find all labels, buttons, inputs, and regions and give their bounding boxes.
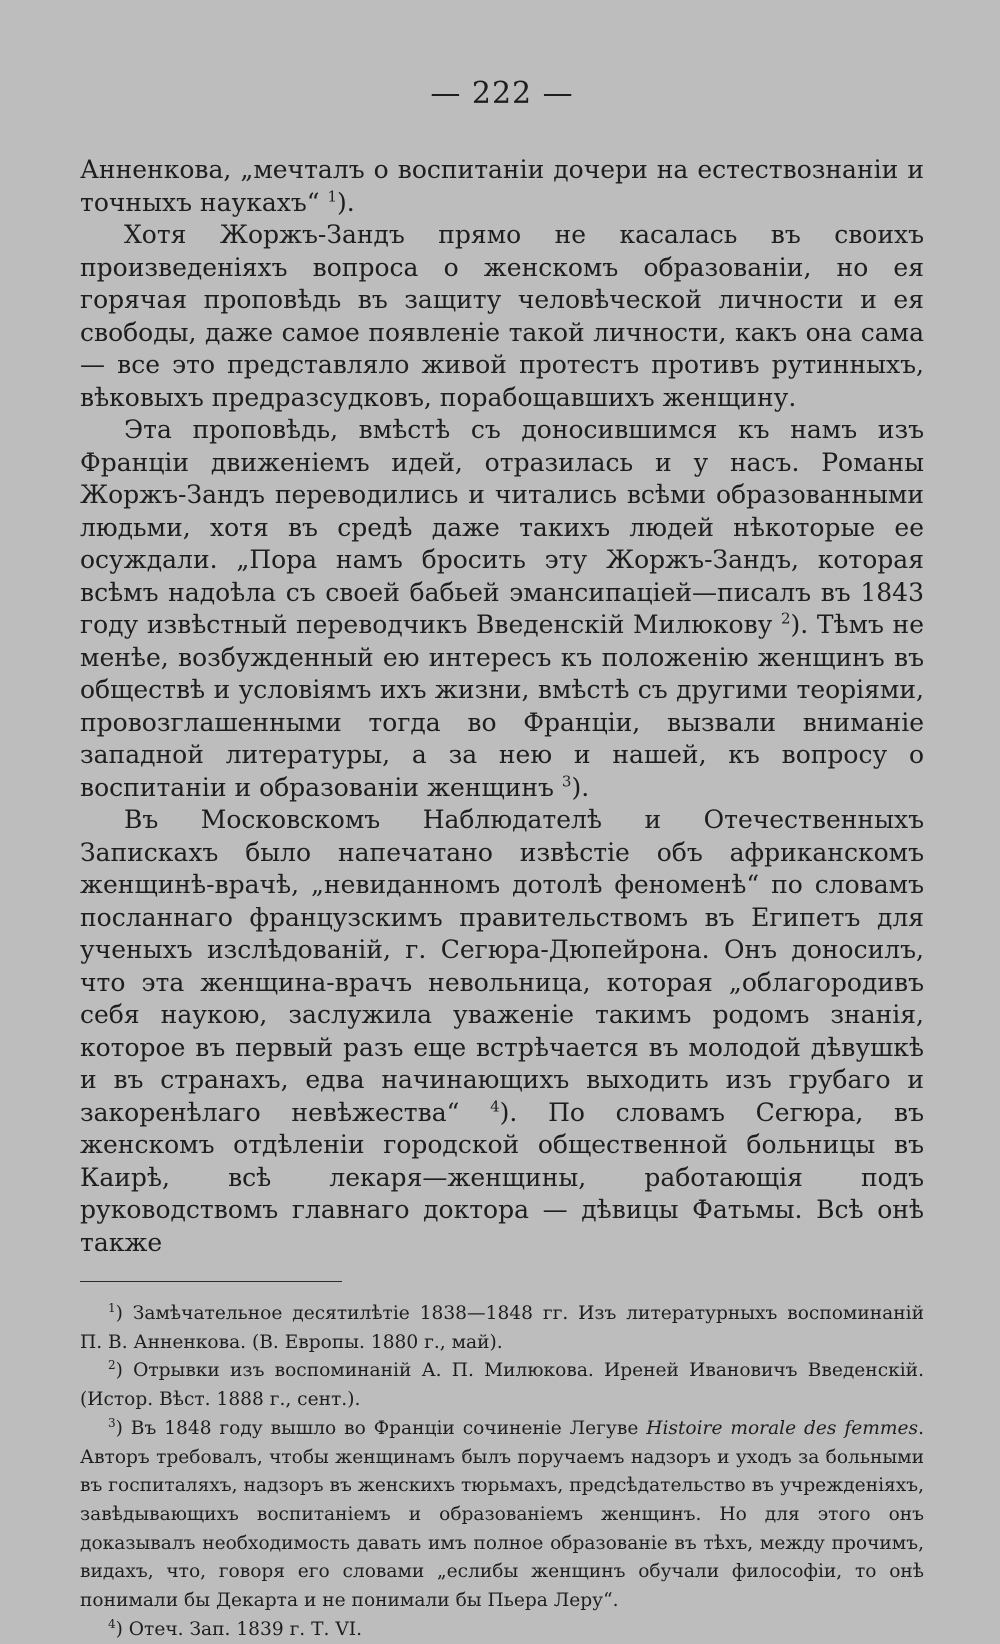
paragraph-3-middle: ). Тѣмъ не менѣе, возбужденный ею интересъ къ положенію женщинъ въ обществѣ и условіямъ ихъ жизни, вмѣстѣ съ другими теоріями, провозглашенными тогда во Франціи, вызвали вниманіе западной литературы, а за нею и нашей, къ вопросу о воспитаніи и образованіи женщинъ [80, 610, 925, 802]
footnote-3 [80, 1415, 924, 1616]
footnote-3-mark: 3 [108, 1415, 116, 1430]
paragraph-4 [80, 804, 924, 1259]
footnote-1-mark: 1 [108, 1300, 116, 1315]
paragraph-1-text: Анненкова, „мечталъ о воспитаніи дочери на естествознаніи и точныхъ наукахъ“ [80, 155, 924, 217]
paragraph-2: Хотя Жоржъ-Зандъ прямо не касалась въ своихъ произведеніяхъ вопроса о женскомъ образованіи, но ея горячая проповѣдь въ защиту человѣческой личности и ея свободы, даже самое появленіе такой личности, какъ она сама — все это представляло живой протестъ противъ рутинныхъ, вѣковыхъ предразсудковъ, порабощавшихъ женщину. [80, 220, 924, 412]
footnote-4-mark: 4 [108, 1616, 116, 1631]
footnote-3-text-end: . Авторъ требовалъ, чтобы женщинамъ былъ поручаемъ надзоръ и уходъ за больными въ госпиталяхъ, надзоръ въ женскихъ тюрьмахъ, предсѣдательство въ учрежденіяхъ, завѣдывающихъ воспитаніемъ и образованіемъ женщинъ. Но для этого онъ доказывалъ необходимость давать имъ полное образованіе въ тѣхъ, между прочимъ, видахъ, что, говоря его словами „еслибы женщинъ обучали философіи, то онѣ понимали бы Декарта и не понимали бы Пьера Леру“. [80, 1417, 924, 1612]
footnote-3-book-title: Histoire morale des femmes [646, 1417, 919, 1439]
footnote-2 [80, 1357, 924, 1414]
footnote-4 [80, 1616, 924, 1644]
paragraph-3 [80, 414, 924, 804]
paragraph-1 [80, 154, 924, 219]
paragraph-3-end: ). [571, 772, 590, 802]
main-text [80, 154, 924, 1259]
footnote-ref-2: 2 [781, 609, 791, 628]
footnote-divider [80, 1281, 342, 1282]
paragraph-3-text: Эта проповѣдь, вмѣстѣ съ доносившимся къ намъ изъ Франціи движеніемъ идей, отразилась и у насъ. Романы Жоржъ-Зандъ переводились и читались всѣми образованными людьми, хотя въ средѣ даже такихъ людей нѣкоторые ее осуждали. „Пора намъ бросить эту Жоржъ-Зандъ, которая всѣмъ надоѣла съ своей бабьей эмансипаціей—писалъ въ 1843 году извѣстный переводчикъ Введенскій Милюкову [80, 415, 924, 639]
footnotes [80, 1300, 924, 1644]
footnote-ref-3: 3 [561, 772, 572, 791]
paragraph-1-end: ). [337, 187, 355, 217]
footnote-1-text: ) Замѣчательное десятилѣтіе 1838—1848 гг. Изъ литературныхъ воспоминаній П. В. Анненкова. (В. Европы. 1880 г., май). [80, 1303, 924, 1353]
paragraph-4-text: Въ Московскомъ Наблюдателѣ и Отечественныхъ Запискахъ было напечатано извѣстіе объ африканскомъ женщинѣ-врачѣ, „невиданномъ дотолѣ феноменѣ“ по словамъ посланнаго французскимъ правительствомъ въ Египетъ для ученыхъ изслѣдованій, г. Сегюра-Дюпейрона. Онъ доносилъ, что эта женщина-врачъ невольница, которая „облагородивъ себя наукою, заслужила уваженіе такимъ родомъ знанія, которое въ первый разъ еще встрѣчается въ молодой дѣвушкѣ и въ странахъ, едва начинающихъ выходить изъ грубаго и закоренѣлаго невѣжества“ [80, 805, 924, 1127]
footnote-4-text: ) Отеч. Зап. 1839 г. Т. VI. [115, 1618, 363, 1640]
footnote-1 [80, 1300, 924, 1357]
page-number: — 222 — [430, 76, 574, 111]
footnote-3-text: ) Въ 1848 году вышло во Франціи сочиненіе Легуве [115, 1417, 647, 1439]
footnote-2-mark: 2 [108, 1358, 116, 1373]
paragraph-4-end: ). По словамъ Сегюра, въ женскомъ отдѣленіи городской общественной больницы въ Каирѣ, всѣ лекаря—женщины, работающія подъ руководствомъ главнаго доктора — дѣвицы Фатьмы. Всѣ онѣ также [80, 1097, 924, 1257]
footnote-2-text: ) Отрывки изъ воспоминаній А. П. Милюкова. Иреней Ивановичъ Введенскій. (Истор. Вѣст. 1888 г., сент.). [80, 1360, 924, 1411]
footnote-ref-1: 1 [327, 187, 338, 206]
footnote-ref-4: 4 [490, 1097, 500, 1116]
